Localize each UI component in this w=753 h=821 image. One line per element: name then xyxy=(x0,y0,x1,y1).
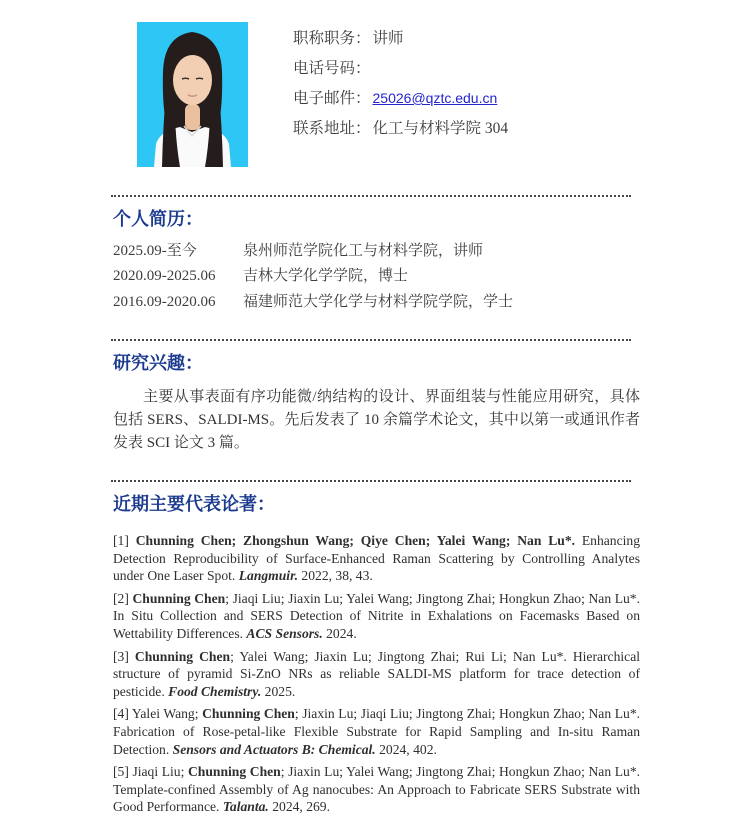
section-divider xyxy=(111,339,631,341)
publication-text-segment: ; Yalei Wang; Jiaxin Lu; Jingtong Zhai; Rui Li; Nan Lu*. Hierarchical structure of pyramid Si-ZnO NRs as reliable SALDI-MS platform for trace detection of pesticide. xyxy=(113,648,640,699)
contact-section xyxy=(293,22,508,167)
resume-period: 2020.09-2025.06 xyxy=(113,268,216,284)
resume-list xyxy=(113,241,753,312)
publication-text-segment: Chunning Chen; Zhongshun Wang; Qiye Chen; Yalei Wang; Nan Lu*. xyxy=(135,533,576,548)
email-link[interactable]: 25026@qztc.edu.cn xyxy=(372,90,498,106)
top-section xyxy=(0,0,753,167)
publication-item xyxy=(113,532,640,585)
publication-text-segment: Food Chemistry. xyxy=(168,683,262,699)
publication-text-segment: [2] xyxy=(113,590,133,606)
address-label: 联系地址： xyxy=(293,120,371,137)
title-value: 讲师 xyxy=(372,30,404,47)
resume-detail: 吉林大学化学学院，博士 xyxy=(243,268,409,284)
publication-item xyxy=(113,590,640,643)
publication-text-segment: Chunning Chen xyxy=(132,590,226,606)
email-label: 电子邮件： xyxy=(293,90,371,107)
publications-section-title: 近期主要代表论著： xyxy=(113,494,275,515)
publication-text-segment: Chunning Chen xyxy=(202,706,295,722)
resume-detail: 福建师范大学化学与材料学院学院，学士 xyxy=(243,294,514,310)
publication-text-segment: 2024, 402. xyxy=(375,741,437,757)
publication-text-segment: ; Jiaqi Liu; Jiaxin Lu; Yalei Wang; Jingtong Zhai; Hongkun Zhao; Nan Lu*. In Situ Collection and SERS Detection of Nitrite in Exhalations on Facemasks Based on Wettability Differences. xyxy=(113,590,641,641)
publication-item xyxy=(113,705,640,758)
publication-text-segment: Chunning Chen xyxy=(134,648,231,664)
publication-text-segment: 2024, 269. xyxy=(268,799,330,815)
resume-period: 2016.09-2020.06 xyxy=(113,294,216,310)
publications-list xyxy=(113,532,640,816)
contact-row-phone xyxy=(293,59,508,78)
section-divider xyxy=(111,480,631,482)
publication-item xyxy=(113,648,640,701)
interests-section-title: 研究兴趣： xyxy=(113,353,203,374)
publication-text-segment: Langmuir. xyxy=(238,568,299,584)
resume-period: 2025.09-至今 xyxy=(113,243,197,259)
publication-text-segment: 2025. xyxy=(261,683,296,699)
publication-text-segment: 2024. xyxy=(322,625,357,641)
publication-text-segment: Talanta. xyxy=(222,799,269,815)
profile-photo-image xyxy=(137,22,248,167)
contact-row-address xyxy=(293,119,508,138)
publication-text-segment: [3] xyxy=(113,648,135,664)
publication-item xyxy=(113,763,640,816)
resume-row xyxy=(113,241,753,261)
profile-photo xyxy=(137,22,248,167)
contact-row-email xyxy=(293,89,508,108)
resume-row xyxy=(113,292,753,312)
publication-text-segment: ; Jiaxin Lu; Yalei Wang; Jingtong Zhai; Hongkun Zhao; Nan Lu*. Template-confined Assembly of Ag nanocubes: An Approach to Fabricate SERS Substrate with Good Performance. xyxy=(113,764,641,815)
section-divider xyxy=(111,195,631,197)
publication-text-segment: ACS Sensors. xyxy=(246,625,323,641)
resume-detail: 泉州师范学院化工与材料学院，讲师 xyxy=(243,243,484,259)
title-label: 职称职务： xyxy=(293,30,371,47)
phone-label: 电话号码： xyxy=(293,60,371,77)
publication-text-segment: ; Jiaxin Lu; Jiaqi Liu; Jingtong Zhai; Hongkun Zhao; Nan Lu*. Fabrication of Rose-petal-like Flexible Substrate for Rapid Sampling and In-situ Raman Detection. xyxy=(113,706,641,757)
publication-text-segment: Chunning Chen xyxy=(187,764,281,780)
publication-text-segment: 2022, 38, 43. xyxy=(298,568,373,584)
address-value: 化工与材料学院 304 xyxy=(372,120,509,137)
publication-text-segment: Enhancing Detection Reproducibility of Surface-Enhanced Raman Scattering by Controlling Analytes under One Laser Spot. xyxy=(113,533,641,584)
resume-section-title: 个人简历： xyxy=(113,209,203,230)
publication-text-segment: [4] Yalei Wang; xyxy=(113,706,203,722)
interests-paragraph: 主要从事表面有序功能微/纳结构的设计、界面组装与性能应用研究，具体包括 SERS、SALDI-MS。先后发表了 10 余篇学术论文，其中以第一或通讯作者发表 SCI 论文 3 篇。 xyxy=(113,389,640,451)
publication-text-segment: Sensors and Actuators B: Chemical. xyxy=(172,741,376,757)
contact-row-title xyxy=(293,29,508,48)
resume-row xyxy=(113,266,753,286)
publication-text-segment: [1] xyxy=(113,533,136,548)
publication-text-segment: [5] Jiaqi Liu; xyxy=(113,764,188,780)
